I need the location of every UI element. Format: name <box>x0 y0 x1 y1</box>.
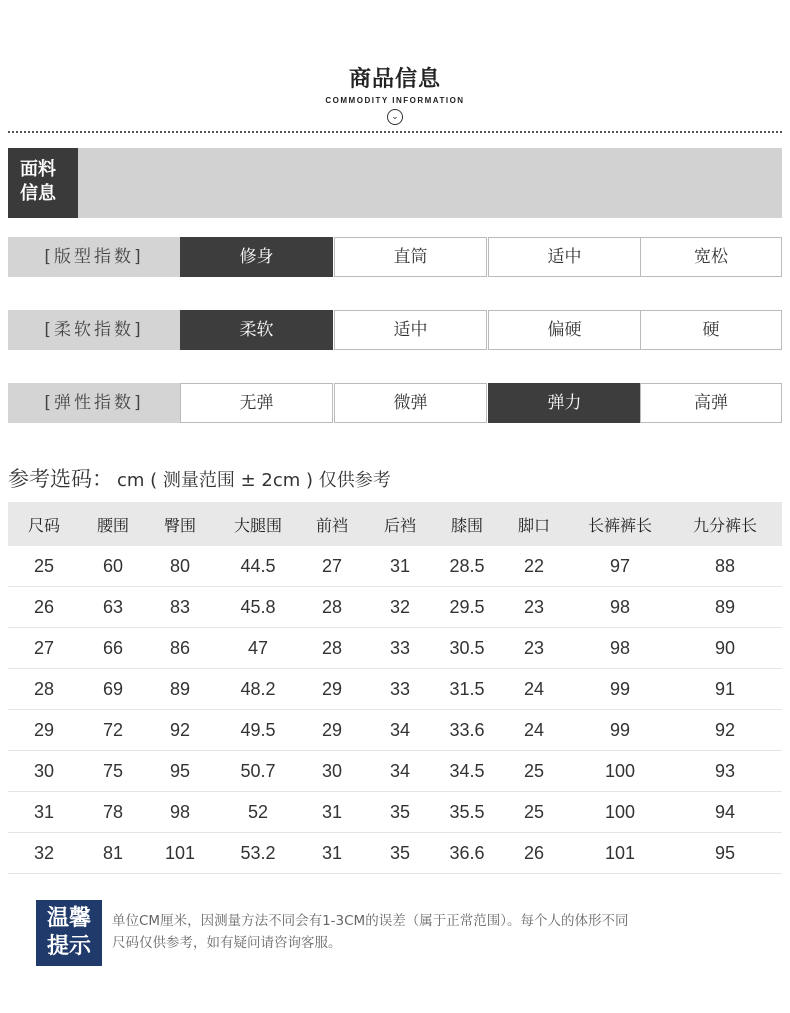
table-cell: 28 <box>8 669 80 710</box>
table-cell: 53.2 <box>214 833 302 874</box>
table-cell: 31 <box>8 792 80 833</box>
table-cell: 25 <box>8 546 80 587</box>
table-cell: 90 <box>668 628 782 669</box>
table-cell: 23 <box>496 628 572 669</box>
table-cell: 47 <box>214 628 302 669</box>
warm-tip <box>36 900 782 970</box>
table-cell: 24 <box>496 669 572 710</box>
table-cell: 31.5 <box>438 669 496 710</box>
chevron-down-circle-icon: ⌄ <box>387 109 403 125</box>
table-cell: 36.6 <box>438 833 496 874</box>
col-hem: 脚口 <box>496 502 572 546</box>
table-cell: 33 <box>362 669 438 710</box>
elasticity-option-3: 弹力 <box>488 383 641 423</box>
table-cell: 24 <box>496 710 572 751</box>
table-cell: 52 <box>214 792 302 833</box>
size-table-body <box>8 546 782 874</box>
table-cell: 44.5 <box>214 546 302 587</box>
table-cell: 31 <box>362 546 438 587</box>
table-cell: 81 <box>80 833 146 874</box>
table-cell: 72 <box>80 710 146 751</box>
table-cell: 100 <box>572 792 668 833</box>
fit-option-4: 宽松 <box>640 237 782 277</box>
col-full-length: 长裤裤长 <box>572 502 668 546</box>
table-cell: 95 <box>668 833 782 874</box>
table-cell: 101 <box>146 833 214 874</box>
softness-option-2: 适中 <box>334 310 487 350</box>
fit-option-2: 直筒 <box>334 237 487 277</box>
table-cell: 45.8 <box>214 587 302 628</box>
size-reference-note: cm ( 测量范围 ± 2cm ) 仅供参考 <box>117 470 391 491</box>
elasticity-option-4: 高弹 <box>640 383 782 423</box>
col-size: 尺码 <box>8 502 80 546</box>
table-cell: 34.5 <box>438 751 496 792</box>
fabric-info-tag <box>8 148 78 218</box>
table-cell: 91 <box>668 669 782 710</box>
table-cell: 26 <box>8 587 80 628</box>
table-cell: 31 <box>302 792 362 833</box>
table-row <box>8 833 782 874</box>
tip-text-line2: 尺码仅供参考，如有疑问请咨询客服。 <box>112 935 342 951</box>
fit-option-3: 适中 <box>488 237 641 277</box>
softness-option-4: 硬 <box>640 310 782 350</box>
col-back-rise: 后裆 <box>362 502 438 546</box>
table-cell: 30 <box>8 751 80 792</box>
table-cell: 27 <box>302 546 362 587</box>
table-cell: 23 <box>496 587 572 628</box>
section-header <box>0 62 790 125</box>
table-cell: 86 <box>146 628 214 669</box>
table-cell: 33.6 <box>438 710 496 751</box>
page-subtitle: COMMODITY INFORMATION <box>325 96 465 105</box>
table-row <box>8 587 782 628</box>
table-cell: 34 <box>362 751 438 792</box>
table-cell: 98 <box>146 792 214 833</box>
table-cell: 95 <box>146 751 214 792</box>
fabric-tag-line1: 面料 <box>20 159 56 180</box>
table-cell: 100 <box>572 751 668 792</box>
table-cell: 48.2 <box>214 669 302 710</box>
softness-index-row <box>8 310 782 350</box>
table-cell: 92 <box>668 710 782 751</box>
fabric-tag-line2: 信息 <box>20 183 56 204</box>
table-cell: 92 <box>146 710 214 751</box>
col-knee: 膝围 <box>438 502 496 546</box>
softness-option-1: 柔软 <box>180 310 333 350</box>
table-cell: 83 <box>146 587 214 628</box>
elasticity-index-label: [弹性指数] <box>8 383 180 423</box>
table-cell: 93 <box>668 751 782 792</box>
table-row <box>8 669 782 710</box>
table-cell: 99 <box>572 669 668 710</box>
dotted-divider <box>8 131 782 133</box>
softness-index-label: [柔软指数] <box>8 310 180 350</box>
table-row <box>8 710 782 751</box>
table-cell: 94 <box>668 792 782 833</box>
table-row <box>8 546 782 587</box>
table-cell: 88 <box>668 546 782 587</box>
col-front-rise: 前裆 <box>302 502 362 546</box>
size-chart-table <box>8 502 782 874</box>
table-cell: 50.7 <box>214 751 302 792</box>
table-cell: 27 <box>8 628 80 669</box>
table-cell: 66 <box>80 628 146 669</box>
table-cell: 28 <box>302 587 362 628</box>
table-cell: 98 <box>572 587 668 628</box>
table-cell: 78 <box>80 792 146 833</box>
table-cell: 69 <box>80 669 146 710</box>
table-cell: 32 <box>362 587 438 628</box>
table-cell: 32 <box>8 833 80 874</box>
table-cell: 28 <box>302 628 362 669</box>
elasticity-option-2: 微弹 <box>334 383 487 423</box>
table-cell: 60 <box>80 546 146 587</box>
warm-tip-text <box>112 910 782 954</box>
table-row <box>8 751 782 792</box>
table-cell: 25 <box>496 792 572 833</box>
size-reference-heading <box>8 463 391 493</box>
table-cell: 33 <box>362 628 438 669</box>
table-cell: 28.5 <box>438 546 496 587</box>
table-cell: 34 <box>362 710 438 751</box>
table-cell: 29 <box>302 710 362 751</box>
table-cell: 89 <box>668 587 782 628</box>
elasticity-option-1: 无弹 <box>180 383 333 423</box>
fit-index-row <box>8 237 782 277</box>
table-cell: 26 <box>496 833 572 874</box>
fabric-info-bar <box>8 148 782 218</box>
table-cell: 80 <box>146 546 214 587</box>
table-row <box>8 792 782 833</box>
table-cell: 63 <box>80 587 146 628</box>
softness-option-3: 偏硬 <box>488 310 641 350</box>
page-title: 商品信息 <box>348 67 441 92</box>
table-cell: 97 <box>572 546 668 587</box>
table-cell: 29 <box>8 710 80 751</box>
col-ankle-length: 九分裤长 <box>668 502 782 546</box>
table-cell: 35.5 <box>438 792 496 833</box>
elasticity-index-row <box>8 383 782 423</box>
table-cell: 30.5 <box>438 628 496 669</box>
col-hip: 臀围 <box>146 502 214 546</box>
table-row <box>8 628 782 669</box>
table-cell: 22 <box>496 546 572 587</box>
table-cell: 29 <box>302 669 362 710</box>
table-cell: 31 <box>302 833 362 874</box>
table-cell: 30 <box>302 751 362 792</box>
table-cell: 29.5 <box>438 587 496 628</box>
badge-line2: 提示 <box>46 934 91 959</box>
col-waist: 腰围 <box>80 502 146 546</box>
fit-option-1: 修身 <box>180 237 333 277</box>
table-cell: 35 <box>362 792 438 833</box>
warm-tip-badge <box>36 900 102 966</box>
size-reference-title: 参考选码： <box>8 467 113 491</box>
badge-line1: 温馨 <box>46 906 91 931</box>
table-cell: 101 <box>572 833 668 874</box>
table-cell: 35 <box>362 833 438 874</box>
fit-index-label: [版型指数] <box>8 237 180 277</box>
table-header-row <box>8 502 782 546</box>
table-cell: 75 <box>80 751 146 792</box>
table-cell: 98 <box>572 628 668 669</box>
table-cell: 25 <box>496 751 572 792</box>
table-cell: 99 <box>572 710 668 751</box>
table-cell: 49.5 <box>214 710 302 751</box>
col-thigh: 大腿围 <box>214 502 302 546</box>
tip-text-line1: 单位CM厘米，因测量方法不同会有1-3CM的误差（属于正常范围）。每个人的体形不同 <box>112 913 629 929</box>
table-cell: 89 <box>146 669 214 710</box>
